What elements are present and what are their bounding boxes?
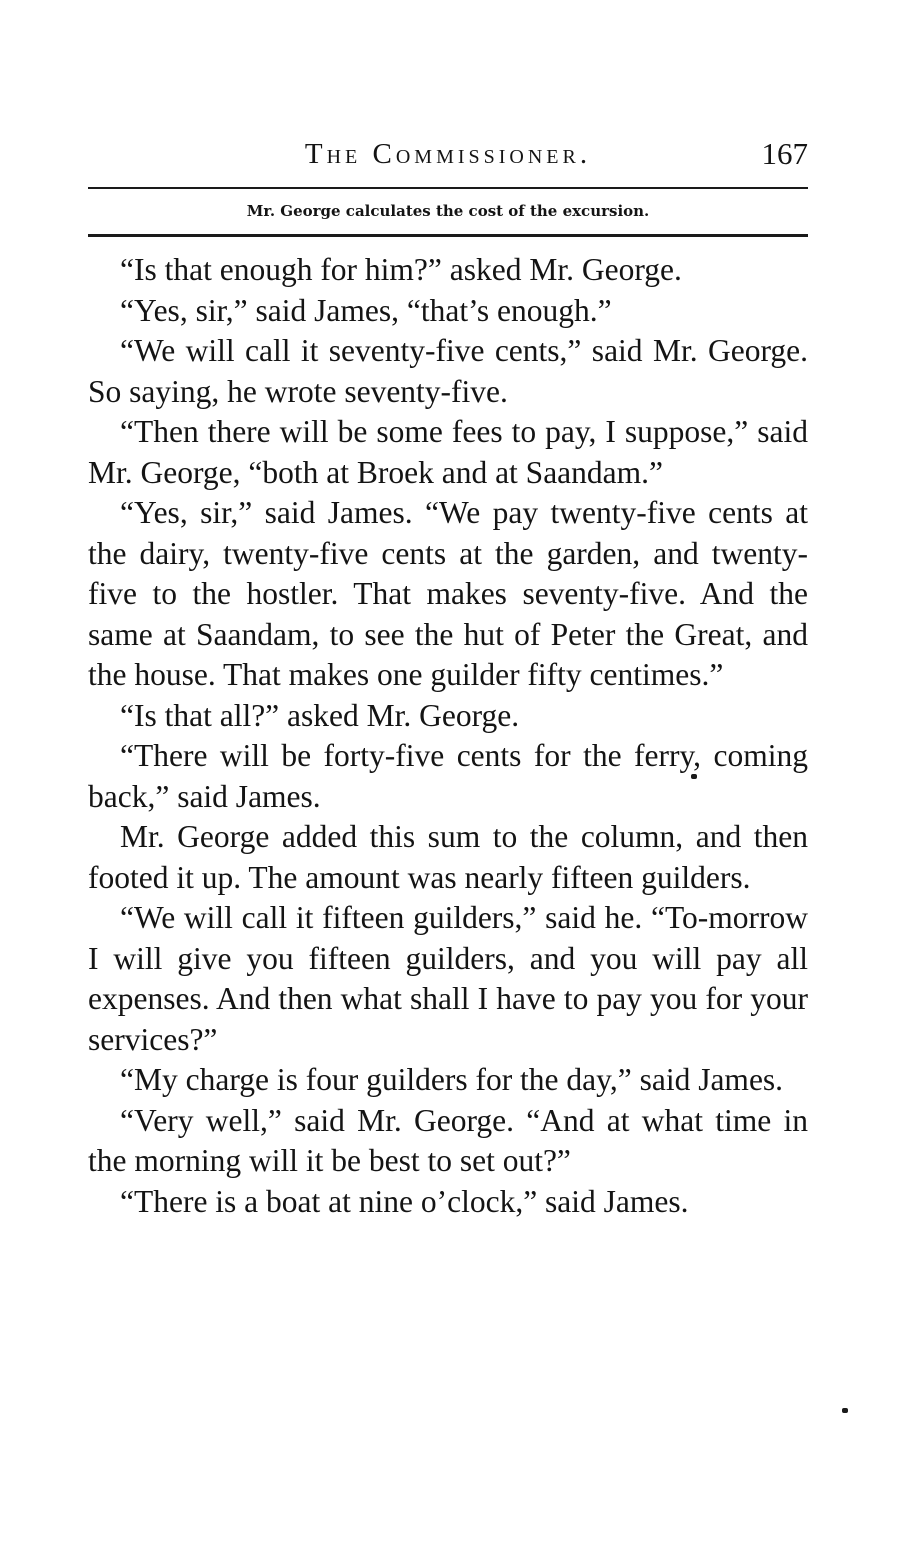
header-rule-bottom [88,234,808,237]
page-number: 167 [761,136,808,171]
header-rule-top [88,187,808,189]
paragraph: “We will call it seventy-five cents,” said Mr. George. So saying, he wrote seventy-five. [88,333,808,409]
print-speck [842,1408,848,1413]
running-title: The Commissioner. [304,138,592,170]
page-body [88,250,808,1222]
paragraph: “Is that enough for him?” asked Mr. George. [120,252,682,287]
print-speck [691,774,697,779]
paragraph: “We will call it fifteen guilders,” said he. “To-morrow I will give you fifteen guilders, and you will pay all expenses. And then what shall I have to pay you for your services?” [88,900,808,1057]
section-summary: Mr. George calculates the cost of the excursion. [246,202,650,220]
paragraph: “Yes, sir,” said James, “that’s enough.” [120,292,612,328]
paragraph: “Then there will be some fees to pay, I suppose,” said Mr. George, “both at Broek and at Saandam.” [88,414,808,490]
paragraph: “My charge is four guilders for the day,” said James. [120,1062,784,1097]
paragraph: “Very well,” said Mr. George. “And at what time in the morning will it be best to set out?” [88,1102,808,1178]
running-header [88,134,808,174]
paragraph: Mr. George added this sum to the column, and then footed it up. The amount was nearly fifteen guilders. [88,819,808,895]
paragraph: “There is a boat at nine o’clock,” said James. [120,1183,689,1219]
paragraph: “Is that all?” asked Mr. George. [120,697,520,733]
paragraph: “There will be forty-five cents for the ferry, coming back,” said James. [88,738,808,814]
paragraph: “Yes, sir,” said James. “We pay twenty-five cents at the dairy, twenty-five cents at the garden, and twenty-five to the hostler. That makes seventy-five. And the same at Saandam, to see the hut of Peter the Great, and the house. That makes one guilder fifty centimes.” [88,495,808,692]
